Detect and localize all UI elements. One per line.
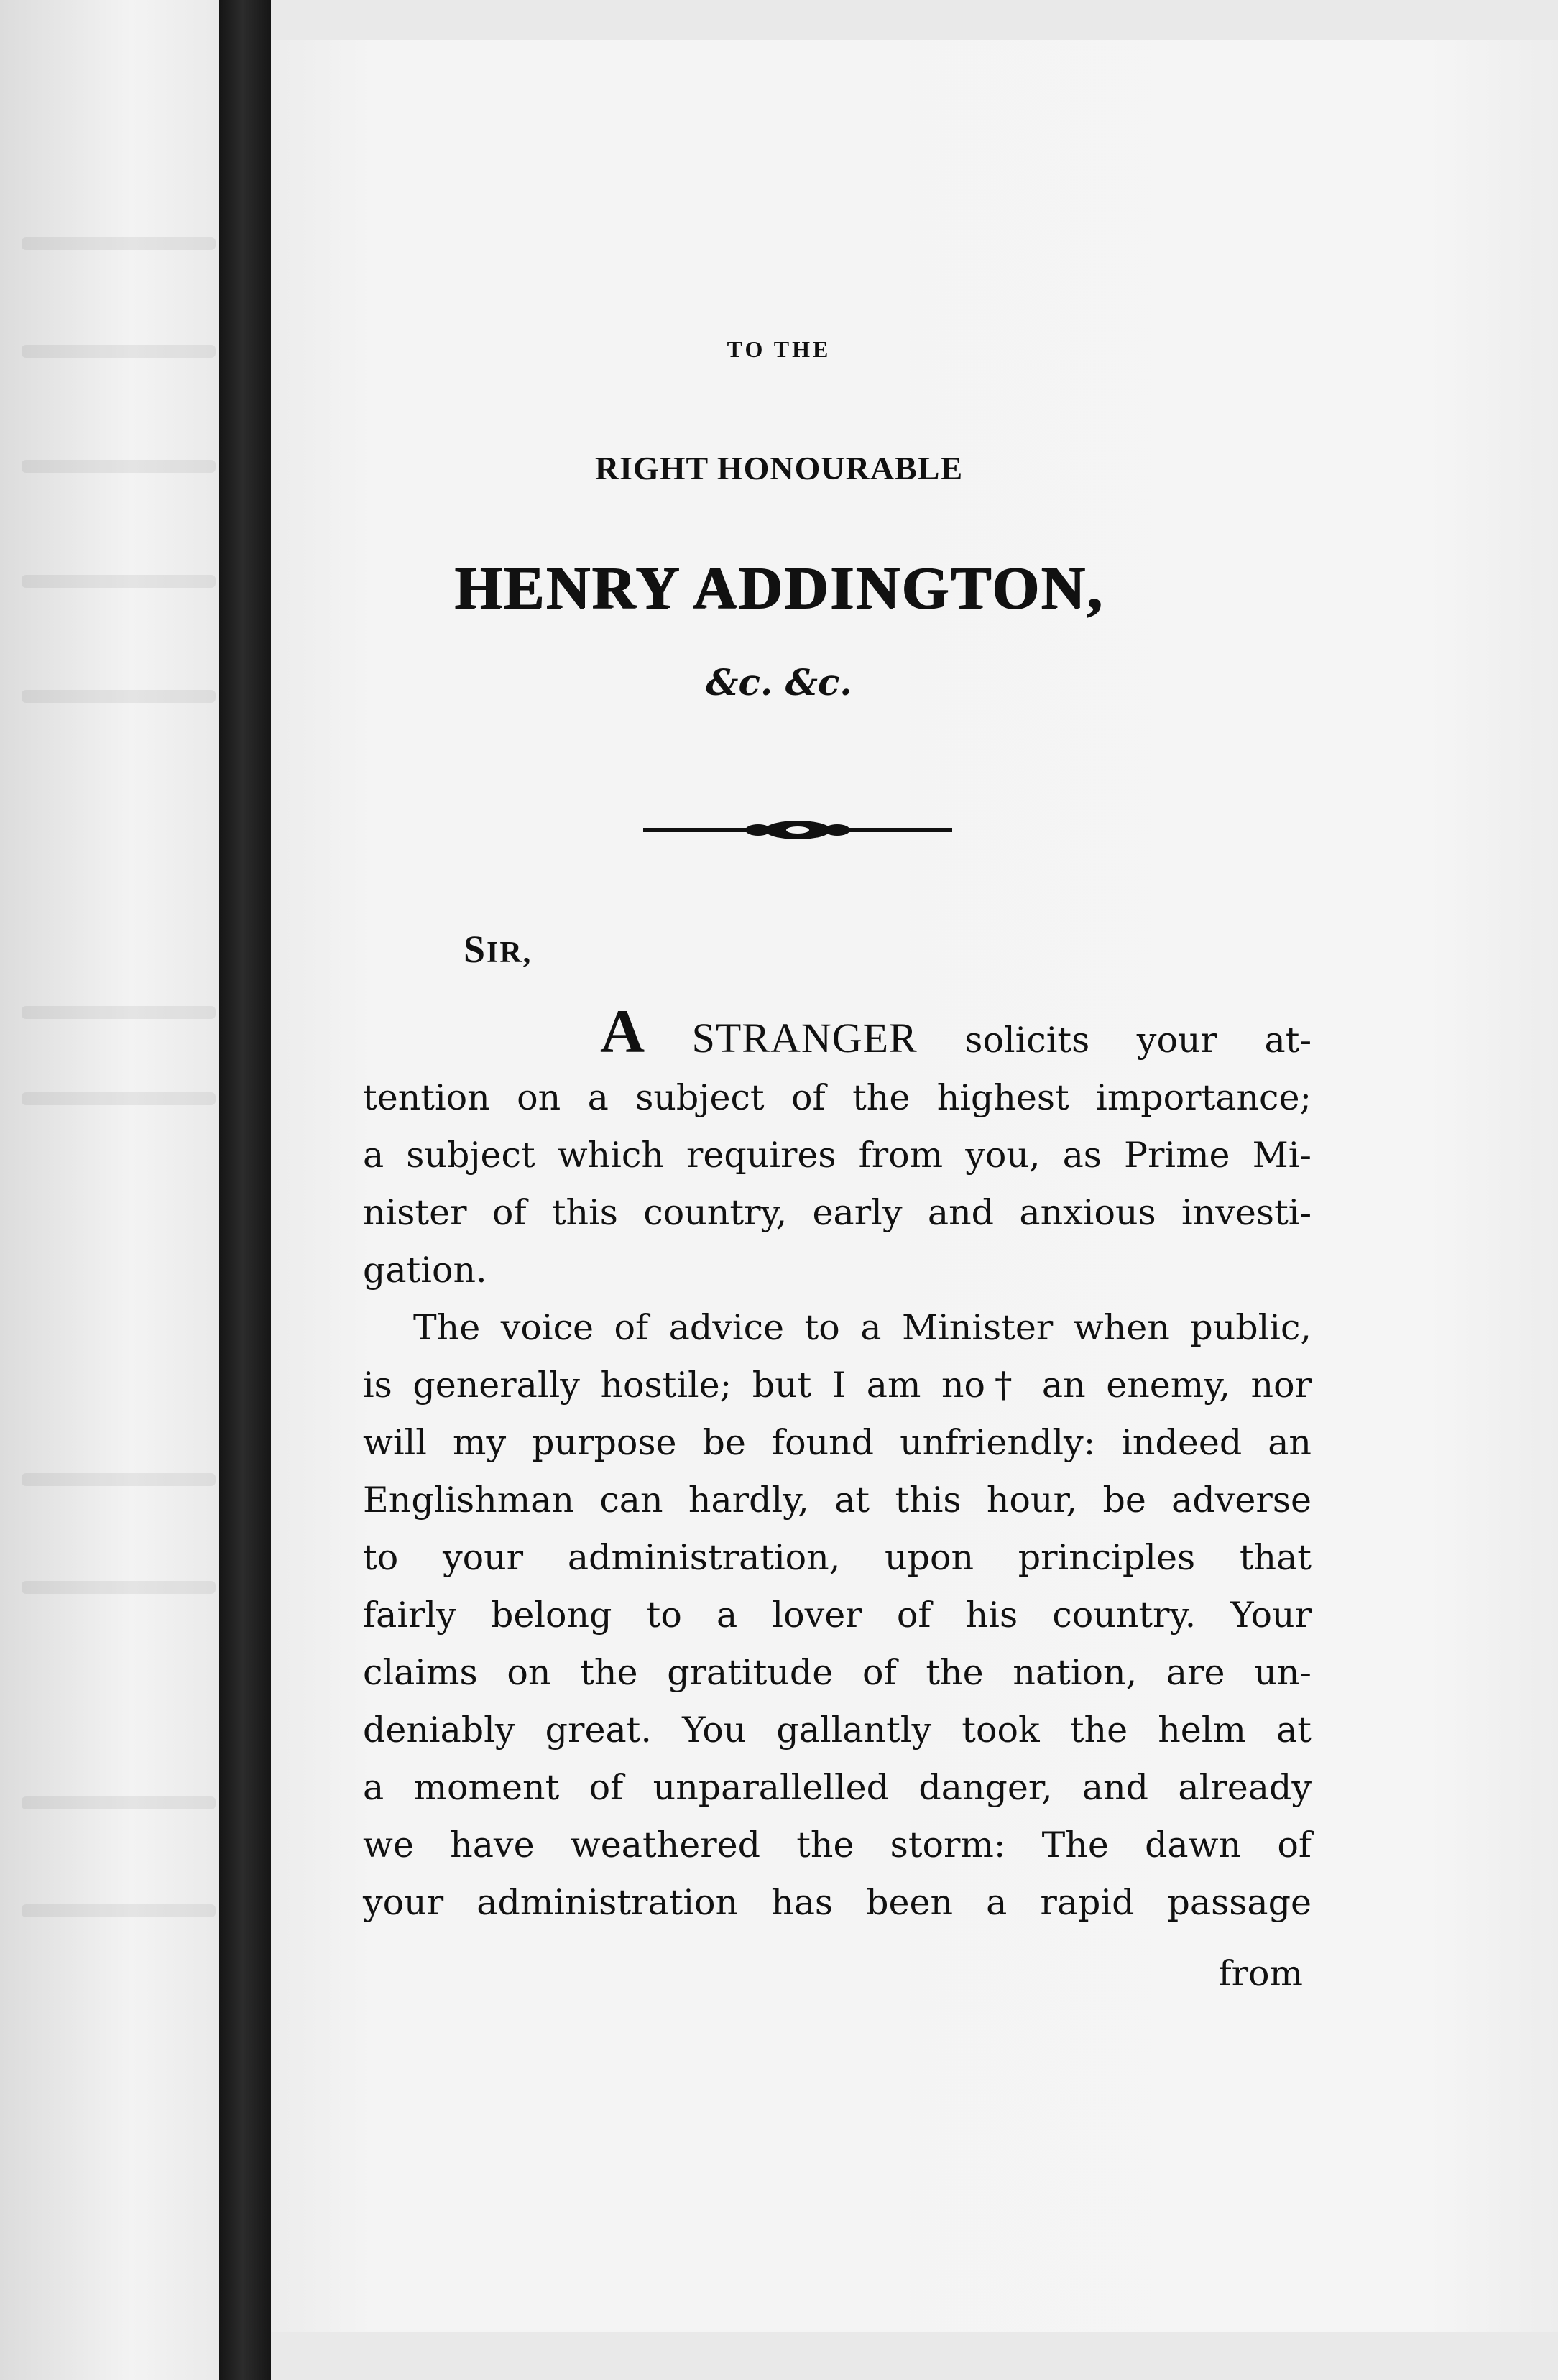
text-line: gation.	[363, 1250, 487, 1291]
text-line: tention on a subject of the highest importance;	[363, 1077, 1312, 1118]
text-line: a subject which requires from you, as Prime Mi-	[363, 1135, 1312, 1176]
drop-capital: A	[600, 997, 645, 1066]
salutation-initial: S	[464, 928, 487, 971]
salutation-rest: IR,	[487, 936, 533, 969]
text-line: we have weathered the storm: The dawn of	[363, 1825, 1312, 1865]
salutation	[464, 927, 532, 972]
bleed-through-mark	[22, 1473, 216, 1486]
dedication-name: HENRY ADDINGTON,	[454, 555, 1104, 622]
dedication-title: RIGHT HONOURABLE	[594, 450, 964, 486]
bleed-through-mark	[22, 1006, 216, 1019]
text-line: deniably great. You gallantly took the helm at	[363, 1710, 1312, 1751]
bleed-through-mark	[22, 1904, 216, 1917]
opening-line	[363, 997, 1312, 1069]
bleed-through-mark	[22, 237, 216, 250]
letter-body	[363, 997, 1312, 1932]
bleed-through-mark	[22, 1796, 216, 1809]
catchword: from	[1218, 1953, 1303, 1994]
text-line: will my purpose be found unfriendly: indeed an	[363, 1422, 1312, 1463]
text-line: to your administration, upon principles that	[363, 1537, 1312, 1578]
bleed-through-mark	[22, 1581, 216, 1594]
text-line: your administration has been a rapid passage	[363, 1882, 1312, 1923]
text-line: claims on the gratitude of the nation, are un-	[363, 1652, 1312, 1693]
dedication-etc: &c. &c.	[706, 661, 852, 704]
opening-rest: solicits your at-	[917, 1020, 1312, 1061]
text-line: a moment of unparallelled danger, and already	[363, 1767, 1312, 1808]
opening-word: STRANGER	[645, 1015, 918, 1061]
text-line: Englishman can hardly, at this hour, be adverse	[363, 1480, 1312, 1521]
text-line: nister of this country, early and anxious investi-	[363, 1192, 1312, 1233]
text-line: is generally hostile; but I am no† an enemy, nor	[363, 1365, 1312, 1406]
bleed-through-mark	[22, 1092, 216, 1105]
text-line: The voice of advice to a Minister when public,	[413, 1307, 1312, 1348]
dedication-to-the: TO THE	[727, 336, 831, 362]
text-line: fairly belong to a lover of his country. Your	[363, 1595, 1312, 1636]
ornamental-rule	[643, 816, 952, 844]
